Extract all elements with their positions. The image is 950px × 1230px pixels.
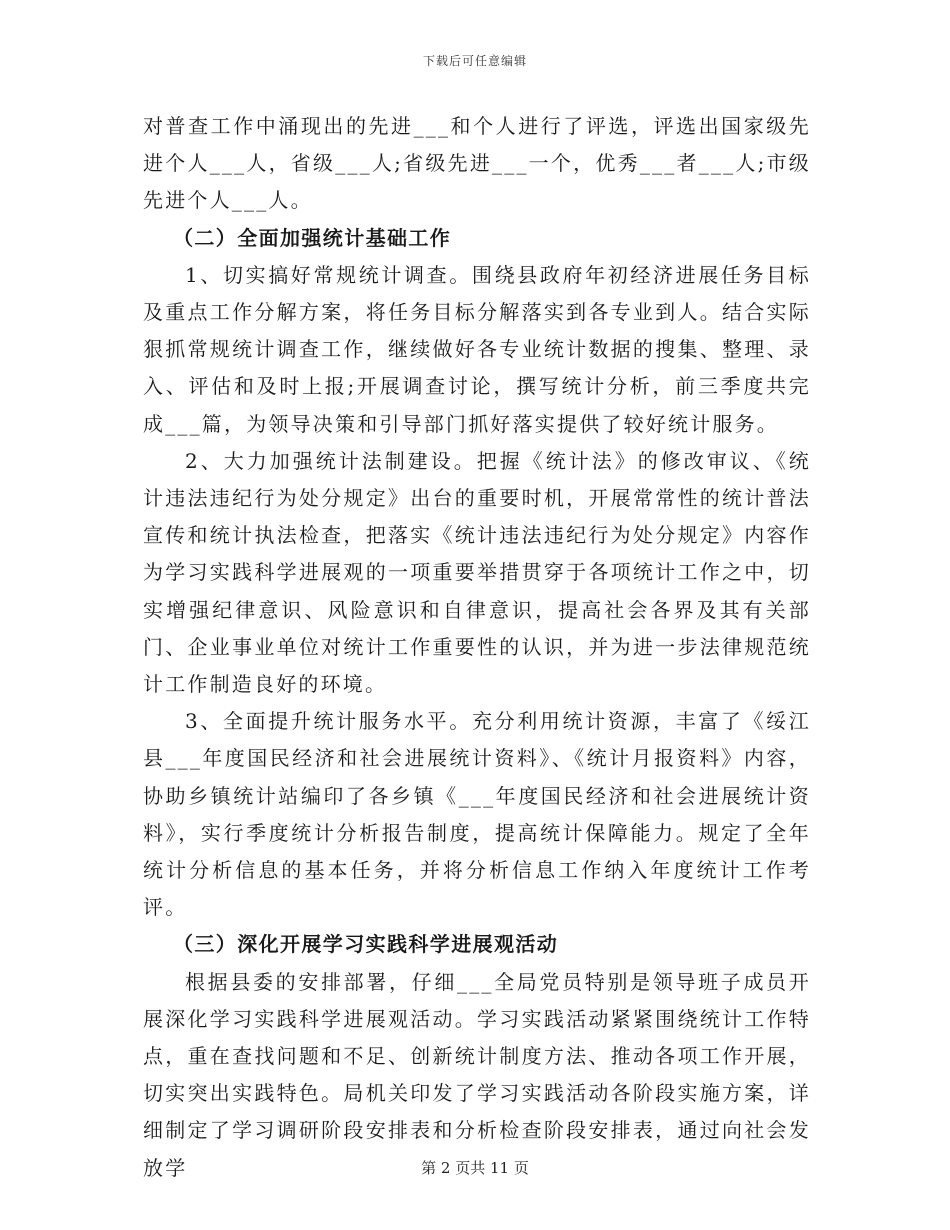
paragraph-statistics-law: 2、大力加强统计法制建设。把握《统计法》的修改审议、《统计违法违纪行为处分规定》出台的重要时机，开展常常性的统计普法宣传和统计执法检查，把落实《统计违法违纪行为处分规定》内容作为学习实践科学进展观的一项重要举措贯穿于各项统计工作之中，切实增强纪律意识、风险意识和自律意识，提高社会各界及其有关部门、企业事业单位对统计工作重要性的认识，并为进一步法律规范统计工作制造良好的环境。: [143, 448, 811, 697]
paragraph-continuation: 对普查工作中涌现出的先进___和个人进行了评选，评选出国家级先进个人___人，省级___人;省级先进___一个，优秀___者___人;市级先进个人___人。: [143, 114, 811, 213]
paragraph-service-level: 3、全面提升统计服务水平。充分利用统计资源，丰富了《绥江县___年度国民经济和社会进展统计资料》、《统计月报资料》内容，协助乡镇统计站编印了各乡镇《___年度国民经济和社会进展统计资料》，实行季度统计分析报告制度，提高统计保障能力。规定了全年统计分析信息的基本任务，并将分析信息工作纳入年度统计工作考评。: [143, 709, 811, 920]
section-heading-3: （三）深化开展学习实践科学进展观活动: [173, 932, 559, 957]
paragraph-routine-survey: 1、切实搞好常规统计调查。围绕县政府年初经济进展任务目标及重点工作分解方案，将任务目标分解落实到各专业到人。结合实际狠抓常规统计调查工作，继续做好各专业统计数据的搜集、整理、录入、评估和及时上报;开展调查讨论，撰写统计分析，前三季度共完成___篇，为领导决策和引导部门抓好落实提供了较好统计服务。: [143, 262, 811, 436]
document-body: [143, 108, 811, 1187]
page-number: 第 2 页共 11 页: [421, 1159, 529, 1177]
section-heading-2: （二）全面加强统计基础工作: [173, 225, 452, 250]
paragraph-practice-activity: 根据县委的安排部署，仔细___全局党员特别是领导班子成员开展深化学习实践科学进展观活动。学习实践活动紧紧围绕统计工作特点，重在查找问题和不足、创新统计制度方法、推动各项工作开展，切实突出实践特色。局机关印发了学习实践活动各阶段实施方案，详细制定了学习调研阶段安排表和分析检查阶段安排表，通过向社会发放学: [143, 969, 811, 1180]
page-header: 下载后可任意编辑: [422, 54, 527, 68]
